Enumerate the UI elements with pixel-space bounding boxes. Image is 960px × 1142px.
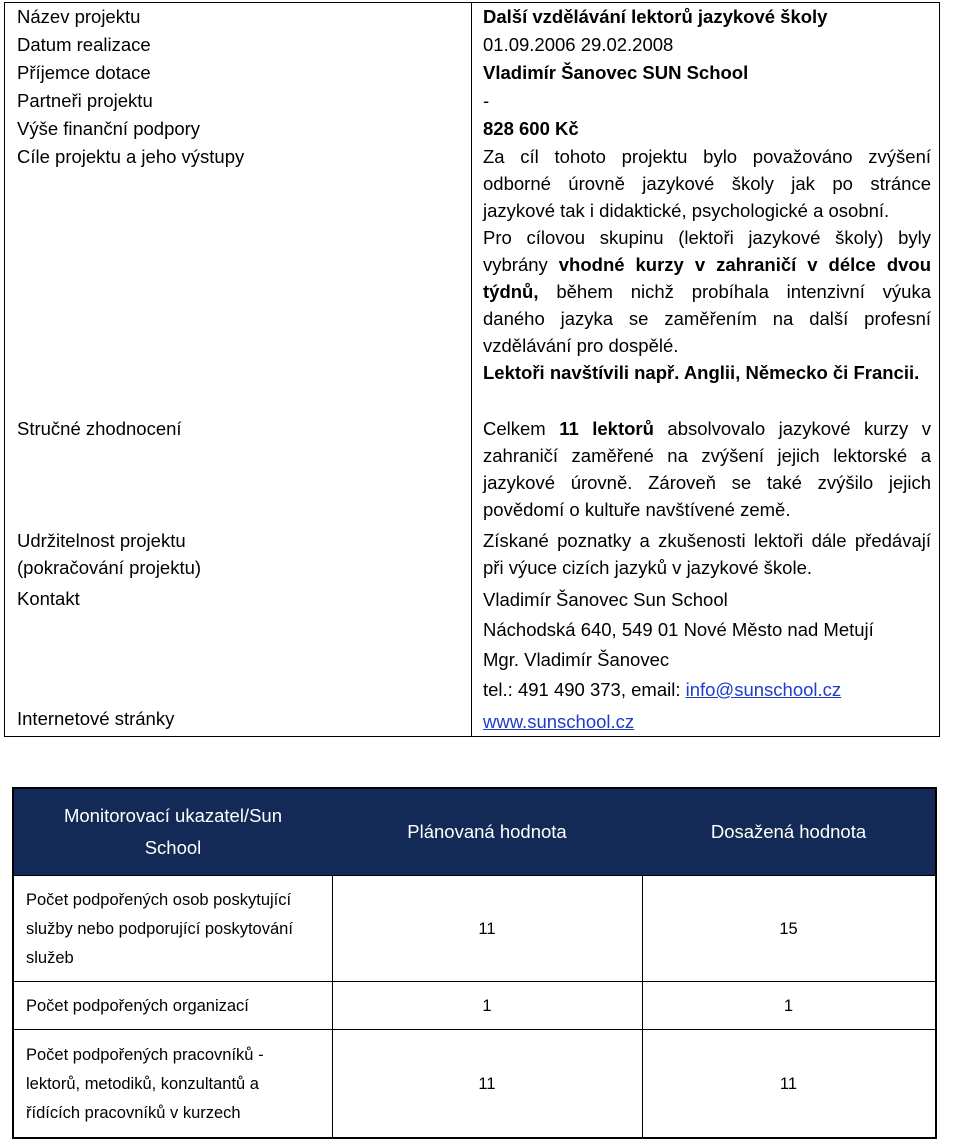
recipient-label: Příjemce dotace xyxy=(17,62,151,83)
row-partners xyxy=(5,87,939,115)
summary-text: Celkem xyxy=(483,418,560,439)
achieved-value: 1 xyxy=(783,996,794,1015)
row-funding xyxy=(5,115,939,143)
row-contact xyxy=(5,585,939,705)
funding-label: Výše finanční podpory xyxy=(17,118,201,139)
indicator-label: Počet podpořených osob poskytující služby nebo podporující poskytování služeb xyxy=(26,890,293,967)
header-indicator: Monitorovací ukazatel/Sun School xyxy=(63,805,282,858)
goals-paragraph-2 xyxy=(483,224,931,359)
project-name-value: Další vzdělávání lektorů jazykové školy xyxy=(483,6,828,27)
website-label: Internetové stránky xyxy=(17,708,175,729)
indicators-table xyxy=(12,787,937,1139)
project-name-label: Název projektu xyxy=(17,6,141,27)
sustainability-label xyxy=(17,527,201,581)
contact-phone: tel.: 491 490 373, email: xyxy=(483,679,686,700)
indicator-label: Počet podpořených pracovníků - lektorů, metodiků, konzultantů a řídících pracovníků v kurzech xyxy=(26,1045,264,1122)
table-row xyxy=(14,1029,935,1138)
contact-address: Náchodská 640, 549 01 Nové Město nad Metují xyxy=(483,619,874,640)
row-project-name xyxy=(5,3,939,31)
sustainability-label-line: Udržitelnost projektu xyxy=(17,530,186,551)
contact-person: Mgr. Vladimír Šanovec xyxy=(483,649,670,670)
header-achieved: Dosažená hodnota xyxy=(710,821,867,842)
website-link[interactable]: www.sunschool.cz xyxy=(483,711,635,732)
summary-text: absolvovalo jazykové kurzy v zahraničí zaměřené na zvýšení jejich lektorské a jazykové úrovně. Zároveň se také zvýšilo jejich povědomí o kultuře navštívené země. xyxy=(483,418,931,520)
achieved-value: 11 xyxy=(779,1074,798,1093)
goals-text: Pro cílovou skupinu (lektoři jazykové školy) byly vybrány xyxy=(483,227,931,275)
sustainability-value: Získané poznatky a zkušenosti lektoři dále předávají při výuce cizích jazyků v jazykové škole. xyxy=(483,530,931,578)
contact-name: Vladimír Šanovec Sun School xyxy=(483,589,728,610)
planned-value: 11 xyxy=(478,919,496,938)
row-website xyxy=(5,705,939,735)
summary-label: Stručné zhodnocení xyxy=(17,418,182,439)
funding-value: 828 600 Kč xyxy=(483,118,579,139)
row-date xyxy=(5,31,939,59)
planned-value: 1 xyxy=(482,996,492,1015)
table-row xyxy=(14,875,935,982)
email-link[interactable]: info@sunschool.cz xyxy=(685,679,842,700)
contact-label: Kontakt xyxy=(17,588,80,609)
summary-emphasis: 11 lektorů xyxy=(559,418,654,439)
goals-emphasis: vhodné kurzy v zahraničí v délce dvou týdnů, xyxy=(483,254,932,302)
row-recipient xyxy=(5,59,939,87)
header-planned: Plánovaná hodnota xyxy=(407,821,567,842)
indicators-header xyxy=(14,789,935,875)
goals-paragraph-3: Lektoři navštívili např. Anglii, Německo či Francii. xyxy=(483,362,920,383)
achieved-value: 15 xyxy=(779,919,798,938)
date-label: Datum realizace xyxy=(17,34,151,55)
goals-label: Cíle projektu a jeho výstupy xyxy=(17,146,245,167)
goals-text: během nichž probíhala intenzivní výuka daného jazyka se zaměřením na další profesní vzdělávání pro dospělé. xyxy=(483,281,931,356)
indicator-label: Počet podpořených organizací xyxy=(26,996,249,1015)
partners-label: Partneři projektu xyxy=(17,90,153,111)
planned-value: 11 xyxy=(478,1074,496,1093)
recipient-value: Vladimír Šanovec SUN School xyxy=(483,62,749,83)
summary-value xyxy=(483,415,931,523)
row-summary xyxy=(5,415,939,527)
goals-value xyxy=(483,143,931,386)
project-info-table xyxy=(4,2,940,737)
contact-phone-email xyxy=(483,675,931,705)
row-goals xyxy=(5,143,939,415)
sustainability-label-line: (pokračování projektu) xyxy=(17,557,202,578)
partners-value: - xyxy=(483,90,490,111)
row-sustainability xyxy=(5,527,939,585)
contact-value xyxy=(483,585,931,705)
date-value: 01.09.2006 29.02.2008 xyxy=(483,34,674,55)
table-row xyxy=(14,981,935,1030)
goals-paragraph-1: Za cíl tohoto projektu bylo považováno zvýšení odborné úrovně jazykové školy jak po stránce jazykové tak i didaktické, psychologické a osobní. xyxy=(483,146,931,221)
